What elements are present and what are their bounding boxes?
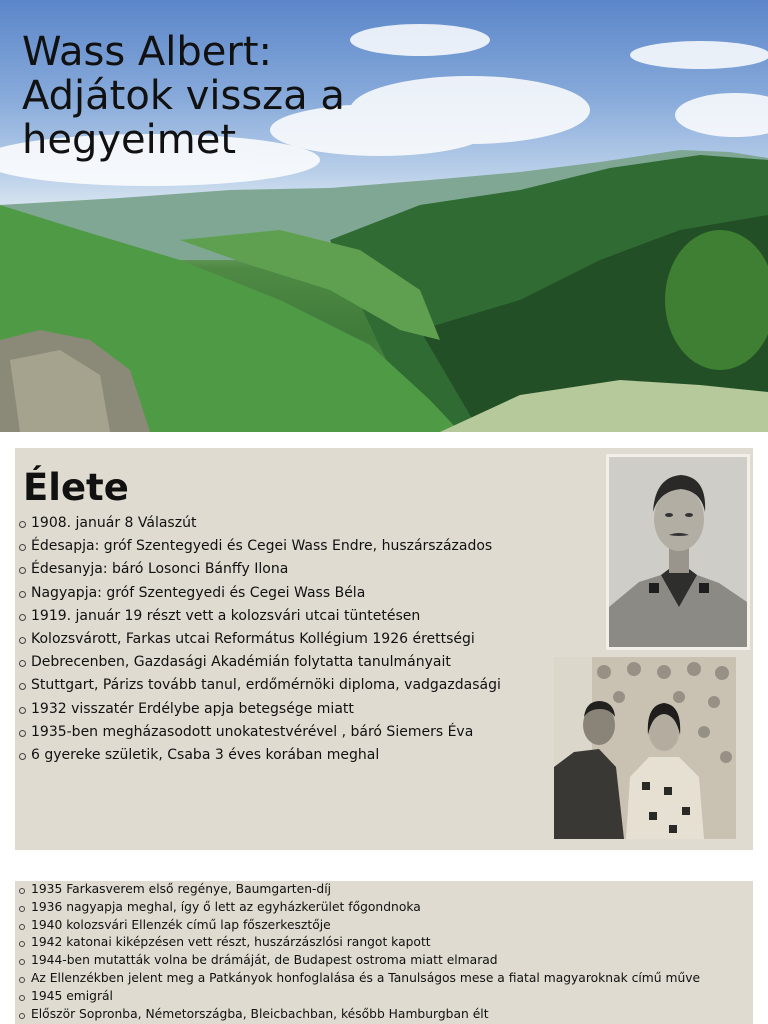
list-item: 1932 visszatér Erdélybe apja betegsége miatt bbox=[19, 698, 559, 721]
title-slide bbox=[0, 0, 768, 432]
list-item: Édesapja: gróf Szentegyedi és Cegei Wass Endre, huszárszázados bbox=[19, 535, 559, 558]
biography-list bbox=[19, 512, 559, 767]
title-line: Adjátok vissza a bbox=[22, 73, 345, 119]
timeline-list bbox=[19, 881, 700, 1023]
slide-heading: Élete bbox=[23, 466, 129, 509]
list-item: Édesanyja: báró Losonci Bánffy Ilona bbox=[19, 558, 559, 581]
list-item: Kolozsvárott, Farkas utcai Református Kollégium 1926 érettségi bbox=[19, 628, 559, 651]
list-item: 1945 emigrál bbox=[19, 988, 700, 1006]
title-line: Wass Albert: bbox=[22, 29, 272, 75]
list-item: Az Ellenzékben jelent meg a Patkányok honfoglalása és a Tanulságos mese a fiatal magyaroknak című műve bbox=[19, 970, 700, 988]
list-item: Debrecenben, Gazdasági Akadémián folytatta tanulmányait bbox=[19, 651, 559, 674]
biography-slide bbox=[15, 448, 753, 850]
list-item: 1935-ben megházasodott unokatestvérével , báró Siemers Éva bbox=[19, 721, 559, 744]
list-item: 6 gyereke születik, Csaba 3 éves korában meghal bbox=[19, 744, 559, 767]
timeline-slide bbox=[15, 881, 753, 1024]
couple-photo bbox=[554, 657, 736, 839]
list-item: Először Sopronba, Németországba, Bleicbachban, később Hamburgban élt bbox=[19, 1006, 700, 1024]
presentation-title bbox=[22, 30, 542, 162]
list-item: 1940 kolozsvári Ellenzék című lap főszerkesztője bbox=[19, 917, 700, 935]
list-item: Stuttgart, Párizs tovább tanul, erdőmérnöki diploma, vadgazdasági bbox=[19, 674, 559, 697]
title-line: hegyeimet bbox=[22, 117, 237, 163]
list-item: 1942 katonai kiképzésen vett részt, huszárzászlósi rangot kapott bbox=[19, 934, 700, 952]
portrait-photo bbox=[606, 454, 750, 650]
list-item: 1935 Farkasverem első regénye, Baumgarten-díj bbox=[19, 881, 700, 899]
list-item: 1936 nagyapja meghal, így ő lett az egyházkerület főgondnoka bbox=[19, 899, 700, 917]
list-item: 1919. január 19 részt vett a kolozsvári utcai tüntetésen bbox=[19, 605, 559, 628]
list-item: Nagyapja: gróf Szentegyedi és Cegei Wass Béla bbox=[19, 582, 559, 605]
list-item: 1908. január 8 Válaszút bbox=[19, 512, 559, 535]
list-item: 1944-ben mutatták volna be drámáját, de Budapest ostroma miatt elmarad bbox=[19, 952, 700, 970]
